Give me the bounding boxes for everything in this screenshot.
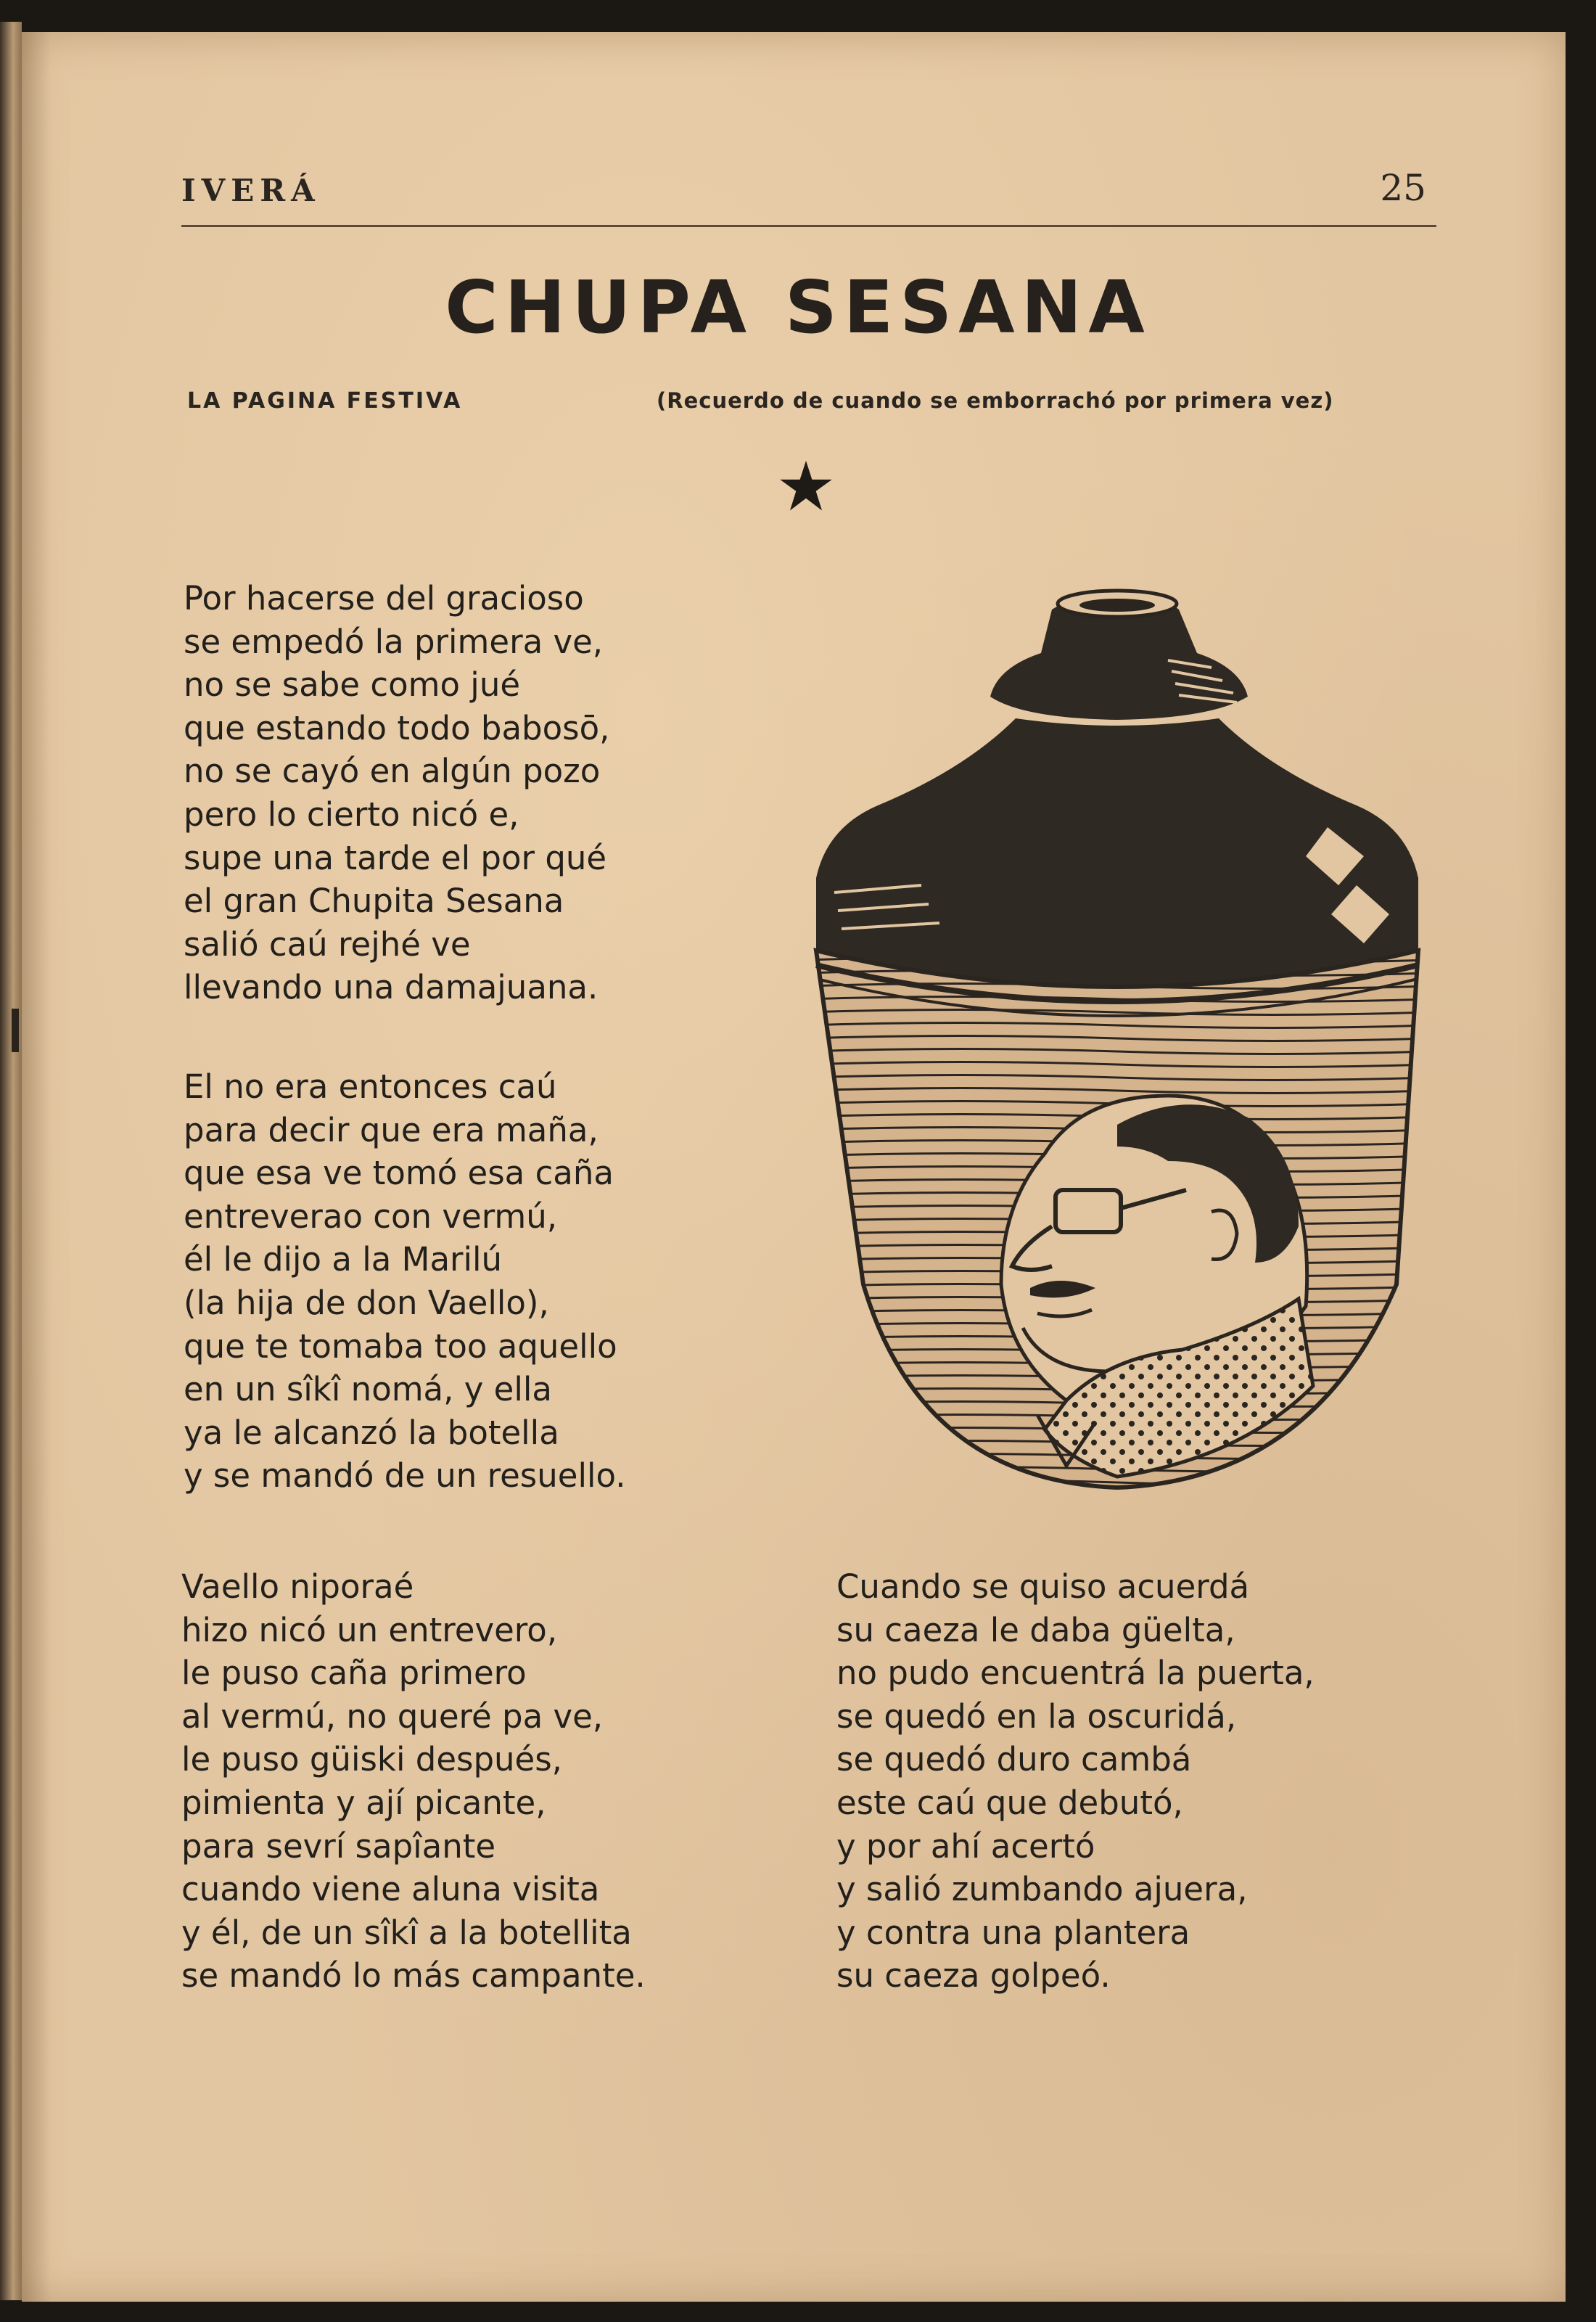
section-label: LA PAGINA FESTIVA: [187, 388, 463, 414]
running-title: IVERÁ: [181, 173, 321, 208]
poem-line: Cuando se quiso acuerdá: [836, 1567, 1250, 1606]
previous-page-edge: [0, 22, 22, 2300]
poem-line: cuando viene aluna visita: [181, 1870, 600, 1909]
poem-line: que te tomaba too aquello: [184, 1326, 617, 1366]
poem-line: se quedó en la oscuridá,: [836, 1697, 1237, 1736]
poem-line: para sevrí sapîante: [181, 1826, 496, 1866]
poem-line: se empedó la primera ve,: [184, 622, 604, 661]
poem-line: y contra una plantera: [836, 1913, 1190, 1952]
poem-stanza: [836, 1565, 1315, 1998]
poem-line: Por hacerse del gracioso: [184, 579, 584, 618]
poem-line: el gran Chupita Sesana: [184, 882, 564, 921]
poem-line: y salió zumbando ajuera,: [836, 1870, 1248, 1909]
poem-stanza: [184, 577, 609, 1009]
poem-line: supe una tarde el por qué: [184, 838, 607, 877]
poem-line: y él, de un sîkî a la botellita: [181, 1913, 632, 1952]
poem-line: hizo nicó un entrevero,: [181, 1610, 558, 1649]
poem-line: él le dijo a la Marilú: [184, 1240, 503, 1279]
page-number: 25: [1380, 167, 1426, 209]
poem-line: para decir que era maña,: [184, 1110, 598, 1149]
poem-line: y se mandó de un resuello.: [184, 1456, 626, 1496]
damajuana-caricature-illustration: [805, 588, 1429, 1509]
poem-line: ya le alcanzó la botella: [184, 1413, 559, 1452]
poem-line: El no era entonces caú: [184, 1067, 557, 1106]
poem-stanza: [184, 1065, 626, 1498]
poem-line: llevando una damajuana.: [184, 968, 598, 1007]
poem-line: en un sîkî nomá, y ella: [184, 1370, 552, 1409]
poem-line: no se sabe como jué: [184, 665, 521, 705]
poem-line: que estando todo babosō,: [184, 708, 610, 747]
poem-line: (la hija de don Vaello),: [184, 1283, 549, 1322]
poem-line: pero lo cierto nicó e,: [184, 795, 519, 834]
poem-line: al vermú, no queré pa ve,: [181, 1697, 604, 1736]
poem-line: se quedó duro cambá: [836, 1740, 1192, 1779]
poem-line: su caeza golpeó.: [836, 1956, 1111, 1995]
poem-stanza: [181, 1565, 646, 1998]
article-subtitle: (Recuerdo de cuando se emborrachó por primera vez): [657, 388, 1334, 413]
poem-line: no se cayó en algún pozo: [184, 752, 601, 791]
poem-line: este caú que debutó,: [836, 1783, 1183, 1822]
poem-line: salió caú rejhé ve: [184, 924, 471, 964]
article-title: CHUPA SESANA: [445, 265, 1151, 350]
poem-line: no pudo encuentrá la puerta,: [836, 1654, 1315, 1693]
poem-line: se mandó lo más campante.: [181, 1956, 646, 1995]
poem-line: pimienta y ají picante,: [181, 1783, 546, 1822]
running-header: [181, 167, 1436, 227]
poem-line: entreverao con vermú,: [184, 1197, 558, 1236]
poem-line: le puso caña primero: [181, 1654, 527, 1693]
page-fold-mark: [12, 1009, 19, 1052]
poem-line: que esa ve tomó esa caña: [184, 1154, 614, 1193]
poem-line: le puso güiski después,: [181, 1740, 562, 1779]
poem-line: su caeza le daba güelta,: [836, 1610, 1235, 1649]
poem-line: y por ahí acertó: [836, 1826, 1095, 1866]
star-icon: [778, 459, 834, 514]
poem-line: Vaello niporaé: [181, 1567, 414, 1606]
